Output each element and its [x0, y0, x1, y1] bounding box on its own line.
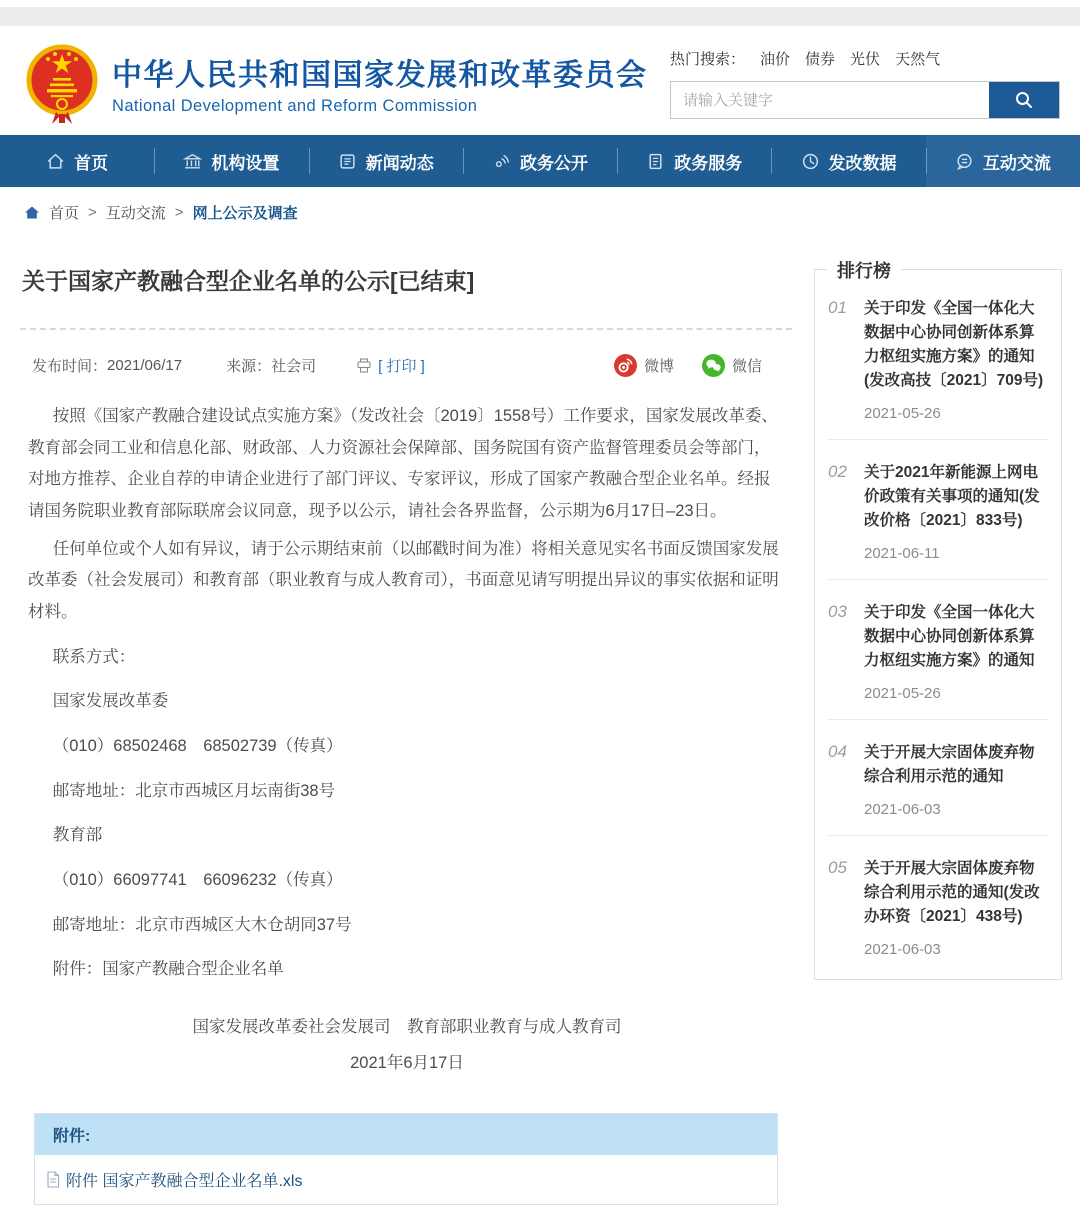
search-button[interactable]: [989, 82, 1059, 118]
nav-label: 互动交流: [982, 153, 1051, 173]
weibo-icon: [614, 354, 637, 377]
search-icon: [1014, 90, 1034, 110]
rank-item-date: 2021-06-03: [864, 941, 941, 959]
ranking-item-4[interactable]: [828, 719, 1048, 835]
ranking-item-1[interactable]: [828, 276, 1048, 439]
site-header: [0, 26, 1080, 135]
rank-item-date: 2021-06-03: [864, 801, 941, 819]
main-nav: [0, 135, 1080, 187]
contact-line: 邮寄地址：北京市西城区大木仓胡同37号: [52, 915, 352, 934]
attachment-box: [34, 1113, 778, 1205]
nav-label: 政务公开: [519, 153, 588, 173]
rank-item-title: 关于印发《全国一体化大数据中心协同创新体系算力枢纽实施方案》的通知(发改高技〔2021〕709号): [864, 300, 1044, 390]
contact-line: 联系方式：: [52, 647, 136, 666]
breadcrumb-separator: >: [174, 204, 184, 221]
print-button[interactable]: [356, 355, 425, 376]
breadcrumb-home[interactable]: 首页: [49, 205, 80, 222]
wechat-icon: [702, 354, 725, 377]
hot-search-label: 热门搜索：: [670, 51, 746, 68]
home-icon: [46, 152, 65, 171]
breadcrumb-separator: >: [88, 204, 97, 221]
search-box: [670, 81, 1060, 119]
services-icon: [646, 152, 665, 171]
site-title-en: National Development and Reform Commission: [112, 96, 478, 115]
rank-number: 01: [828, 298, 847, 317]
source-value: 社会司: [271, 358, 317, 375]
hot-search-term-oil[interactable]: 油价: [760, 51, 791, 68]
rank-item-date: 2021-05-26: [864, 685, 941, 703]
signature-line: 国家发展改革委社会发展司 教育部职业教育与成人教育司: [192, 1018, 622, 1037]
nav-label: 发改数据: [828, 153, 897, 173]
ranking-sidebar: [814, 261, 1062, 980]
file-icon: [45, 1171, 61, 1188]
rank-item-title: 关于2021年新能源上网电价政策有关事项的通知(发改价格〔2021〕833号): [864, 464, 1040, 530]
paragraph: 按照《国家产教融合建设试点实施方案》（发改社会〔2019〕1558号）工作要求，国家发展改革委、教育部会同工业和信息化部、财政部、人力资源社会保障部、国务院国有资产监督管理委员会等部门，对地方推荐、企业自荐的申请企业进行了部门评议、专家评议，形成了国家产教融合型企业名单。经报请国务院职业教育部际联席会议同意，现予以公示，请社会各界监督，公示期为6月17日–23日。: [28, 407, 778, 521]
article-meta: [20, 330, 792, 385]
share-wechat-label: 微信: [731, 358, 762, 375]
page-body: [0, 233, 1080, 1205]
share-weibo-button[interactable]: [614, 354, 674, 377]
rank-number: 04: [828, 742, 847, 762]
breadcrumb-current[interactable]: 网上公示及调查: [192, 205, 298, 222]
share-weibo-label: 微博: [643, 358, 674, 375]
search-input[interactable]: [671, 82, 989, 118]
printer-icon: [356, 358, 372, 373]
breadcrumb-interaction[interactable]: 互动交流: [105, 205, 166, 222]
contact-line: （010）68502468 68502739（传真）: [52, 737, 343, 756]
contact-line: 邮寄地址：北京市西城区月坛南街38号: [52, 781, 336, 800]
nav-label: 新闻动态: [365, 153, 434, 173]
national-emblem-logo: [24, 42, 100, 124]
nav-item-home[interactable]: [0, 135, 154, 187]
paragraph: 任何单位或个人如有异议，请于公示期结束前（以邮戳时间为准）将相关意见实名书面反馈国家发展改革委（社会发展司）和教育部（职业教育与成人教育司），书面意见请写明提出异议的事实依据和证明材料。: [28, 539, 779, 622]
ranking-item-2[interactable]: [828, 439, 1048, 579]
contact-line: （010）66097741 66096232（传真）: [52, 871, 343, 890]
attachment-file-link[interactable]: [45, 1168, 767, 1191]
rank-item-date: 2021-05-26: [864, 405, 941, 423]
print-label: [ 打印 ]: [378, 358, 425, 375]
contact-line: 附件：国家产教融合型企业名单: [52, 960, 284, 979]
ranking-title: 排行榜: [827, 257, 901, 283]
share-wechat-button[interactable]: [702, 354, 762, 377]
article-column: [20, 233, 792, 1205]
hot-search-bar: [670, 48, 1060, 69]
attachment-header: 附件:: [35, 1114, 777, 1155]
rank-item-date: 2021-06-11: [864, 545, 940, 563]
hot-search-term-pv[interactable]: 光伏: [850, 51, 881, 68]
data-icon: [801, 152, 820, 171]
nav-label: 政务服务: [674, 153, 743, 173]
hot-search-term-bond[interactable]: 债券: [805, 51, 836, 68]
hot-search-term-gas[interactable]: 天然气: [895, 51, 941, 68]
publish-time-value: 2021/06/17: [107, 357, 183, 374]
signature-date: 2021年6月17日: [350, 1053, 464, 1072]
article-title: 关于国家产教融合型企业名单的公示[已结束]: [22, 268, 475, 294]
contact-line: 教育部: [52, 826, 103, 845]
ranking-item-3[interactable]: [828, 579, 1048, 719]
rank-number: 05: [828, 858, 847, 878]
attachment-body: [35, 1155, 777, 1204]
top-strip: [0, 7, 1080, 26]
search-area: [670, 46, 1060, 119]
source-label: 来源：: [226, 358, 272, 375]
nav-item-data[interactable]: [771, 135, 925, 187]
brand-text: [112, 50, 648, 116]
news-icon: [338, 152, 357, 171]
article-body: [20, 385, 792, 1079]
nav-label: 机构设置: [211, 153, 280, 173]
share-bar: [614, 354, 762, 377]
nav-item-interaction[interactable]: [926, 135, 1080, 187]
rank-number: 02: [828, 462, 847, 482]
breadcrumb: [0, 187, 1080, 233]
rank-item-title: 关于印发《全国一体化大数据中心协同创新体系算力枢纽实施方案》的通知: [864, 604, 1035, 670]
interaction-icon: [955, 152, 974, 171]
institution-icon: [183, 152, 202, 171]
rank-number: 03: [828, 602, 847, 622]
nav-label: 首页: [74, 153, 109, 173]
rank-item-title: 关于开展大宗固体废弃物综合利用示范的通知(发改办环资〔2021〕438号): [864, 860, 1040, 926]
site-brand: [24, 42, 648, 124]
publish-time-label: 发布时间：: [32, 358, 108, 375]
nav-item-disclosure[interactable]: [463, 135, 617, 187]
home-icon: [24, 205, 40, 220]
disclosure-icon: [492, 152, 511, 171]
nav-item-news[interactable]: [309, 135, 463, 187]
nav-item-institution[interactable]: [154, 135, 308, 187]
contact-line: 国家发展改革委: [52, 692, 169, 711]
ranking-item-5[interactable]: [828, 835, 1048, 975]
nav-item-services[interactable]: [617, 135, 771, 187]
attachment-file-name: 附件 国家产教融合型企业名单.xls: [66, 1173, 303, 1191]
site-title-cn: 中华人民共和国国家发展和改革委员会: [112, 58, 648, 92]
rank-item-title: 关于开展大宗固体废弃物综合利用示范的通知: [864, 744, 1035, 786]
